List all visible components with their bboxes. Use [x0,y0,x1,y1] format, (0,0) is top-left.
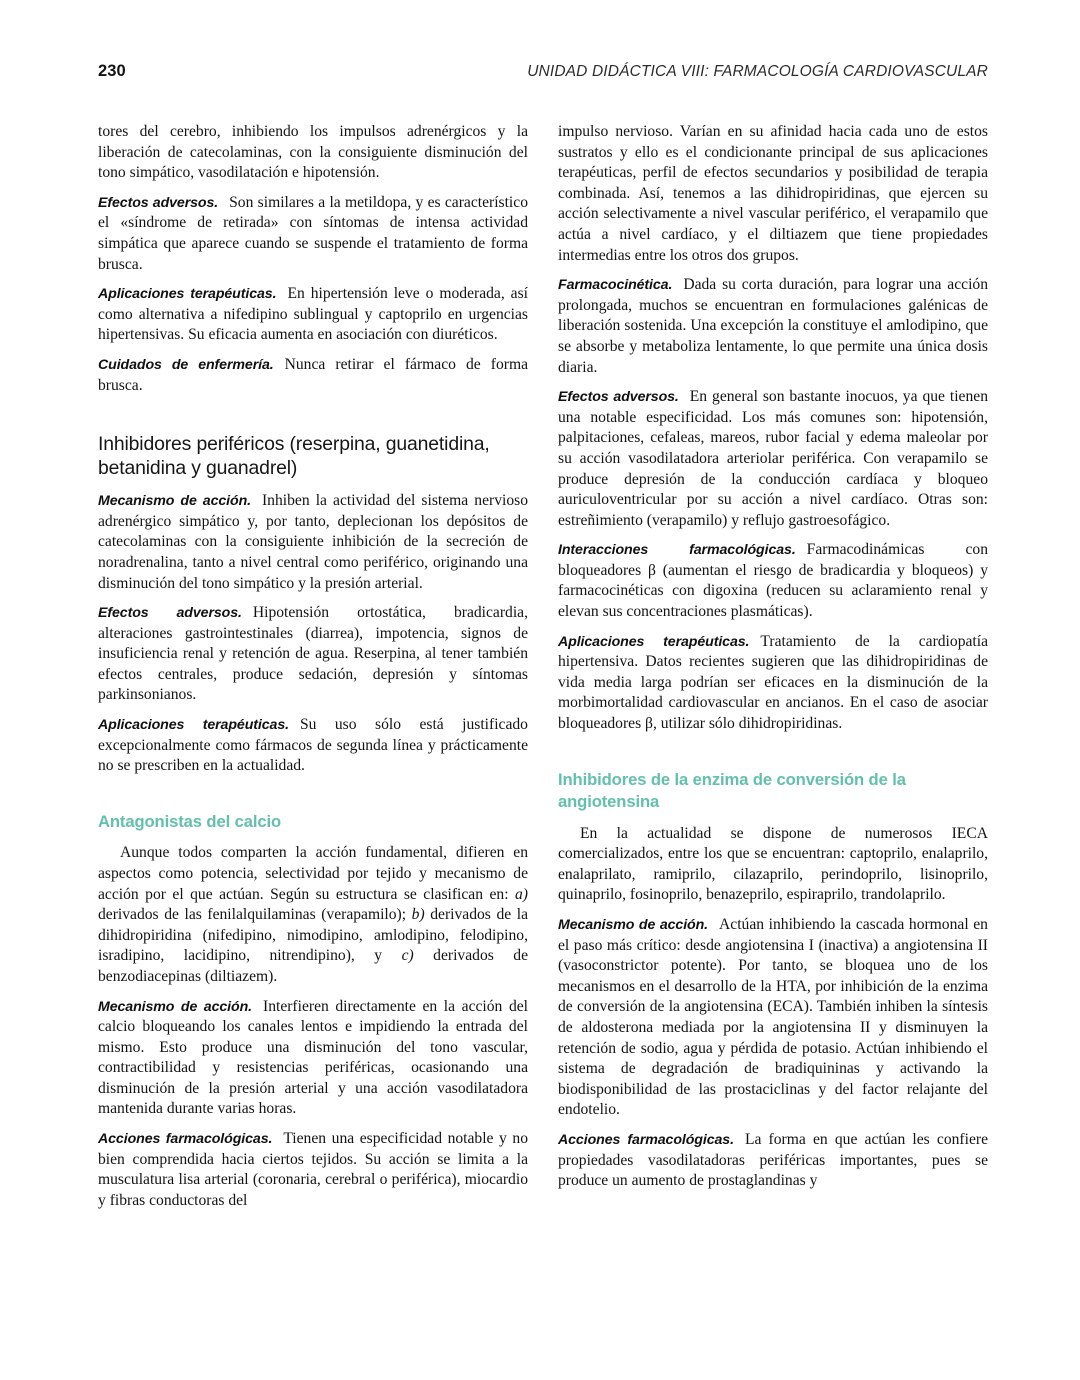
paragraph-text: Inhiben la actividad del sistema nervioso adrenérgico simpático y, por tanto, deplecionan los depósitos de catecolaminas con la consiguiente inhibición de la secreción de noradrenalina, tanto a nivel central como periférico, originando una disminución del tono simpático y la presión arterial. [98,492,528,592]
paragraph-text: Dada su corta duración, para lograr una acción prolongada, muchos se encuentran en formulaciones galénicas de liberación sostenida. Una excepción la constituye el amlodipino, que se absorbe y metaboliza lentamente, lo que permite una única dosis diaria. [558,276,988,376]
spacer [98,777,528,811]
section-heading-ieca: Inhibidores de la enzima de conversión de la angiotensina [558,769,906,812]
two-column-body [98,122,988,1302]
paragraph-text: derivados de la dihidropiridina (nifedipino, nimodipino, amlodipino, felodipino, isradipino, lacidipino, nitrendipino), y [98,906,528,965]
runin-heading-farmacocinetica: Farmacocinética. [558,277,673,294]
runin-heading-acciones-farmacologicas: Acciones farmacológicas. [558,1131,734,1148]
paragraph-mecanismo-accion [98,491,528,594]
runin-heading-efectos-adversos: Efectos adversos. [558,389,679,406]
paragraph-cuidados-enfermeria [98,355,528,396]
paragraph-continued: impulso nervioso. Varían en su afinidad hacia cada uno de estos sustratos y ello es el condicionante principal de sus aplicaciones terapéuticas, perfil de efectos secundarios y posibilidad de terapia combinada. Así, tenemos a las dihidropiridinas, que ejercen su acción selectivamente a nivel vascular periférico, el verapamilo que actúa a nivel cardíaco, y el diltiazem que tiene propiedades intermedias entre los otros dos grupos. [558,123,988,264]
paragraph-text: Nunca retirar el fármaco de forma brusca. [98,355,528,394]
running-head [98,62,988,86]
paragraph-text: Su uso sólo está justificado excepcionalmente como fármacos de segunda línea y prácticamente no se prescriben en la actualidad. [98,716,528,775]
paragraph-farmacocinetica [558,275,988,378]
paragraph-aplicaciones-terapeuticas [98,284,528,346]
paragraph-antagonistas-intro [98,843,528,987]
paragraph-text: Interfieren directamente en la acción del calcio bloqueando los canales lentos e impidiendo la entrada del mismo. Esto produce una disminución del tono vascular, contractibilidad y resistencias periféricas, ocasionando una disminución de la presión arterial y una acción vasodilatadora mantenida durante varias horas. [98,997,528,1118]
paragraph-text: Hipotensión ortostática, bradicardia, alteraciones gastrointestinales (diarrea), impotencia, signos de insuficiencia renal y retención de agua. Reserpina, al tener también efectos centrales, produce sedación, depresión y síntomas parkinsonianos. [98,604,528,704]
list-marker-a: a) [515,885,528,903]
runin-heading-aplicaciones-terapeuticas-2: Aplicaciones terapéuticas. [98,717,289,734]
paragraph-efectos-adversos [98,193,528,275]
paragraph-text: Tienen una especificidad notable y no bien comprendida hacia ciertos tejidos. Su acción se limita a la musculatura lisa arterial (coronaria, cerebral o periférica), miocardio y fibras conductoras del [98,1130,528,1209]
paragraph-text: Son similares a la metildopa, y es característico el «síndrome de retirada» con síntomas de intensa actividad simpática que aparece cuando se suspende el tratamiento de forma brusca. [98,193,528,273]
spacer [98,480,528,491]
paragraph-mecanismo-accion-2 [98,997,528,1121]
runin-heading-acciones-farmacologicas: Acciones farmacológicas. [98,1131,273,1148]
spacer [98,396,528,432]
section-heading-inhibidores-perifericos: Inhibidores periféricos (reserpina, guanetidina, betanidina y guanadrel) [98,433,490,480]
paragraph-efectos-adversos-2 [98,603,528,706]
runin-heading-cuidados-enfermeria: Cuidados de enfermería. [98,356,274,373]
paragraph-continued: tores del cerebro, inhibiendo los impulsos adrenérgicos y la liberación de catecolaminas, con la consiguiente disminución del tono simpático, vasodilatación e hipotensión. [98,123,528,182]
paragraph-interacciones-farmacologicas [558,540,988,622]
paragraph-text: La forma en que actúan les confiere propiedades vasodilatadoras periféricas importantes, pues se produce un aumento de prostaglandinas y [558,1130,988,1190]
section-heading-antagonistas-calcio: Antagonistas del calcio [98,811,282,831]
right-column [558,122,988,1302]
paragraph-text: derivados de las fenilalquilaminas (verapamilo); [98,906,412,924]
runin-heading-interacciones-farmacologicas: Interacciones farmacológicas. [558,542,796,559]
runin-heading-aplicaciones-terapeuticas: Aplicaciones terapéuticas. [98,286,277,303]
paragraph-text: Aunque todos comparten la acción fundamental, difieren en aspectos como potencia, selectividad por tejido y mecanismo de acción por el que actúan. Según su estructura se clasifican en: [98,844,528,903]
paragraph-aplicaciones-terapeuticas [558,632,988,735]
left-column [98,122,528,1302]
spacer [558,814,988,824]
runin-heading-efectos-adversos-2: Efectos adversos. [98,605,242,622]
paragraph-mecanismo-accion [558,915,988,1121]
paragraph-acciones-farmacologicas [98,1129,528,1211]
paragraph-text: Farmacodinámicas con bloqueadores β (aumentan el riesgo de bradicardia y bloqueos) y farmacocinéticas con digoxina (reducen su aclaramiento renal y elevan sus concentraciones plasmáticas). [558,541,988,621]
page-number: 230 [98,62,126,80]
paragraph-text: En general son bastante inocuos, ya que tienen una notable especificidad. Los más comunes son: hipotensión, palpitaciones, cefaleas, mareos, rubor facial y edema maleolar por su acción vasodilatadora arteriolar periférica. Con verapamilo se produce depresión de la conducción cardíaca y bloqueo auriculoventricular por su acción a nivel cardíaco. Otras son: estreñimiento (verapamilo) y reflujo gastroesofágico. [558,388,988,529]
paragraph-text: Tratamiento de la cardiopatía hipertensiva. Datos recientes sugieren que las dihidropiridinas de vida media larga podrían ser eficaces en la disminución de la morbimortalidad cardiovascular en ancianos. En el caso de asociar bloqueadores β, utilizar sólo dihidropiridinas. [558,632,988,733]
paragraph-text: En hipertensión leve o moderada, así como alternativa a nifedipino sublingual y captoprilo en urgencias hipertensivas. Su eficacia aumenta en asociación con diuréticos. [98,285,528,344]
paragraph-efectos-adversos [558,387,988,531]
paragraph-ieca-intro: En la actualidad se dispone de numerosos IECA comercializados, entre los que se encuentran: captoprilo, enalaprilo, enalaprilato, ramiprilo, cilazaprilo, perindoprilo, lisinoprilo, quinaprilo, fosinoprilo, benazeprilo, espiraprilo, trandolaprilo. [558,824,988,904]
list-marker-b: b) [411,906,425,924]
runin-heading-efectos-adversos: Efectos adversos. [98,194,219,211]
runin-heading-mecanismo-accion: Mecanismo de acción. [98,493,251,510]
running-head-title: UNIDAD DIDÁCTICA VIII: FARMACOLOGÍA CARDIOVASCULAR [527,63,988,80]
list-marker-c: c) [401,947,414,965]
spacer [558,735,988,769]
runin-heading-mecanismo-accion-2: Mecanismo de acción. [98,998,252,1015]
paragraph-aplicaciones-terapeuticas-2 [98,715,528,777]
runin-heading-aplicaciones-terapeuticas: Aplicaciones terapéuticas. [558,633,750,650]
paragraph-text: derivados de benzodiacepinas (diltiazem). [98,947,529,985]
paragraph-acciones-farmacologicas [558,1130,988,1192]
spacer [98,833,528,843]
paragraph-text: Actúan inhibiendo la cascada hormonal en el paso más crítico: desde angiotensina I (inactiva) a angiotensina II (vasoconstrictor potente). Por tanto, se bloquea uno de los mecanismos en el desarrollo de la HTA, por inhibición de la enzima de conversión de la angiotensina (ECA). También inhiben la síntesis de aldosterona mediada por la angiotensina II y disminuyen la retención de sodio, agua y pérdida de potasio. Actúan inhibiendo el sistema de degradación de bradiquininas y activando la biodisponibilidad de las prostaciclinas y del factor relajante del endotelio. [558,916,988,1119]
runin-heading-mecanismo-accion: Mecanismo de acción. [558,917,709,933]
